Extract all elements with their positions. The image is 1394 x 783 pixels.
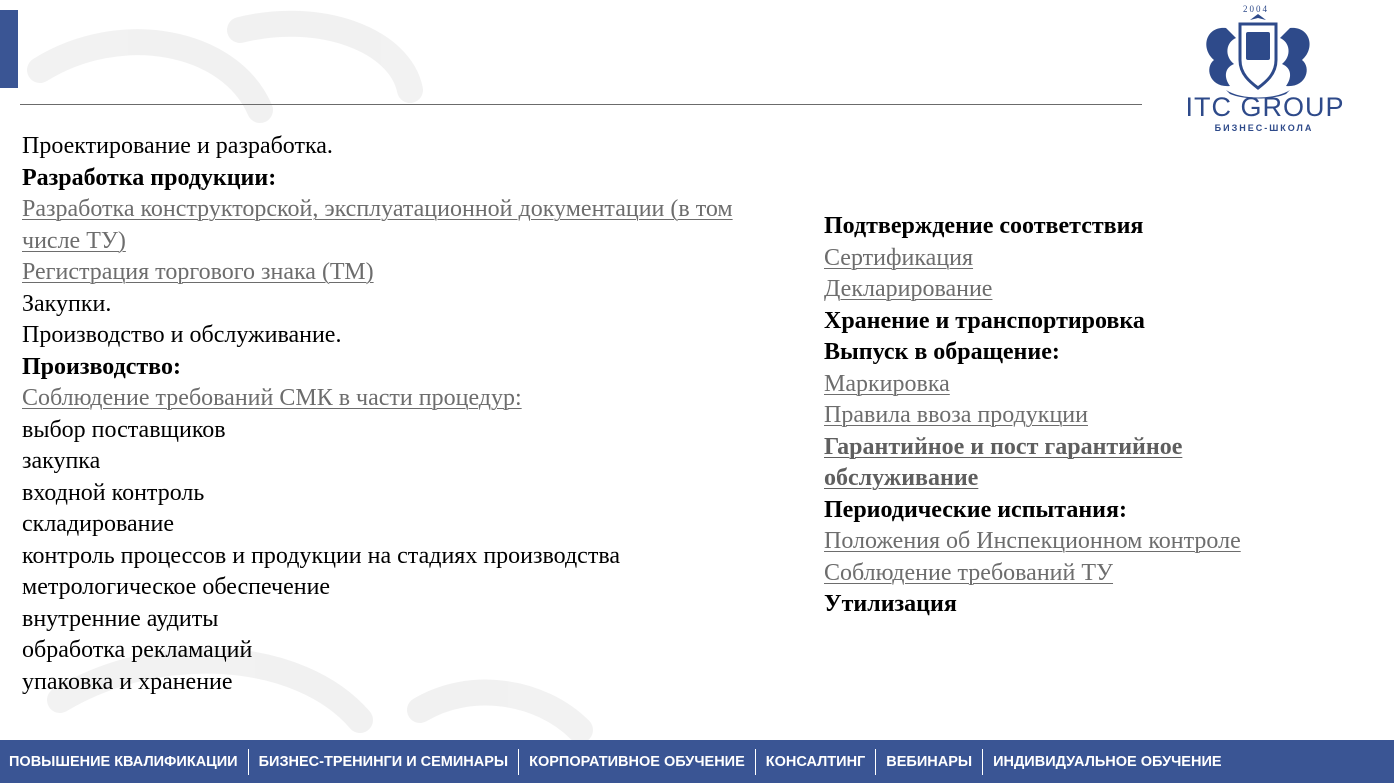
list-item: контроль процессов и продукции на стадиях производства <box>22 542 620 569</box>
heading-market-release: Выпуск в обращение: <box>824 339 1060 365</box>
heading-disposal: Утилизация <box>824 591 957 617</box>
heading-storage-transport: Хранение и транспортировка <box>824 307 1145 334</box>
link-certification[interactable]: Сертификация <box>824 244 974 271</box>
logo-year: 2004 <box>1243 4 1269 14</box>
heading-periodic-tests: Периодические испытания: <box>824 496 1127 523</box>
list-item: входной контроль <box>22 479 205 506</box>
link-trademark-registration[interactable]: Регистрация торгового знака (ТМ) <box>22 259 374 285</box>
link-marking[interactable]: Маркировка <box>824 370 950 397</box>
link-declaration[interactable]: Декларирование <box>824 276 993 302</box>
list-item: метрологическое обеспечение <box>22 574 331 600</box>
accent-bar <box>0 10 18 88</box>
section-heading-purchasing: Закупки. <box>22 290 112 317</box>
footer-link-consulting[interactable]: КОНСАЛТИНГ <box>765 753 866 770</box>
link-tu-compliance[interactable]: Соблюдение требований ТУ <box>824 559 1114 586</box>
heading-product-development: Разработка продукции: <box>22 164 277 191</box>
footer-link-individual[interactable]: ИНДИВИДУАЛЬНОЕ ОБУЧЕНИЕ <box>993 753 1222 770</box>
list-item: закупка <box>22 448 101 474</box>
list-item: выбор поставщиков <box>22 416 226 443</box>
itc-group-logo <box>1166 4 1362 136</box>
right-column <box>824 211 1324 621</box>
footer-link-webinars[interactable]: ВЕБИНАРЫ <box>886 753 973 770</box>
link-qms-procedures[interactable]: Соблюдение требований СМК в части процедур: <box>22 385 522 411</box>
link-import-rules[interactable]: Правила ввоза продукции <box>824 402 1088 428</box>
footer-link-trainings[interactable]: БИЗНЕС-ТРЕНИНГИ И СЕМИНАРЫ <box>258 753 509 770</box>
footer-link-corporate[interactable]: КОРПОРАТИВНОЕ ОБУЧЕНИЕ <box>529 753 745 770</box>
link-warranty-service[interactable]: Гарантийное и пост гарантийное обслуживание <box>824 433 1183 491</box>
footer-link-qualification[interactable]: ПОВЫШЕНИЕ КВАЛИФИКАЦИИ <box>9 753 238 770</box>
footer-nav <box>0 740 1394 783</box>
heading-production: Производство: <box>22 353 181 380</box>
logo-subtitle: БИЗНЕС-ШКОЛА <box>1214 123 1314 133</box>
heading-conformity: Подтверждение соответствия <box>824 213 1144 239</box>
list-item: внутренние аудиты <box>22 605 219 632</box>
header-divider <box>20 104 1142 105</box>
crest-icon <box>1196 8 1320 100</box>
list-item: складирование <box>22 511 175 537</box>
section-heading-design: Проектирование и разработка. <box>22 133 333 159</box>
link-inspection-control[interactable]: Положения об Инспекционном контроле <box>824 528 1241 554</box>
section-heading-production-service: Производство и обслуживание. <box>22 322 342 348</box>
link-design-documentation[interactable]: Разработка конструкторской, эксплуатационной документации (в том числе ТУ) <box>22 196 733 254</box>
list-item: упаковка и хранение <box>22 668 233 695</box>
logo-name: ITC GROUP <box>1185 92 1345 122</box>
left-column <box>22 131 792 698</box>
list-item: обработка рекламаций <box>22 637 253 663</box>
